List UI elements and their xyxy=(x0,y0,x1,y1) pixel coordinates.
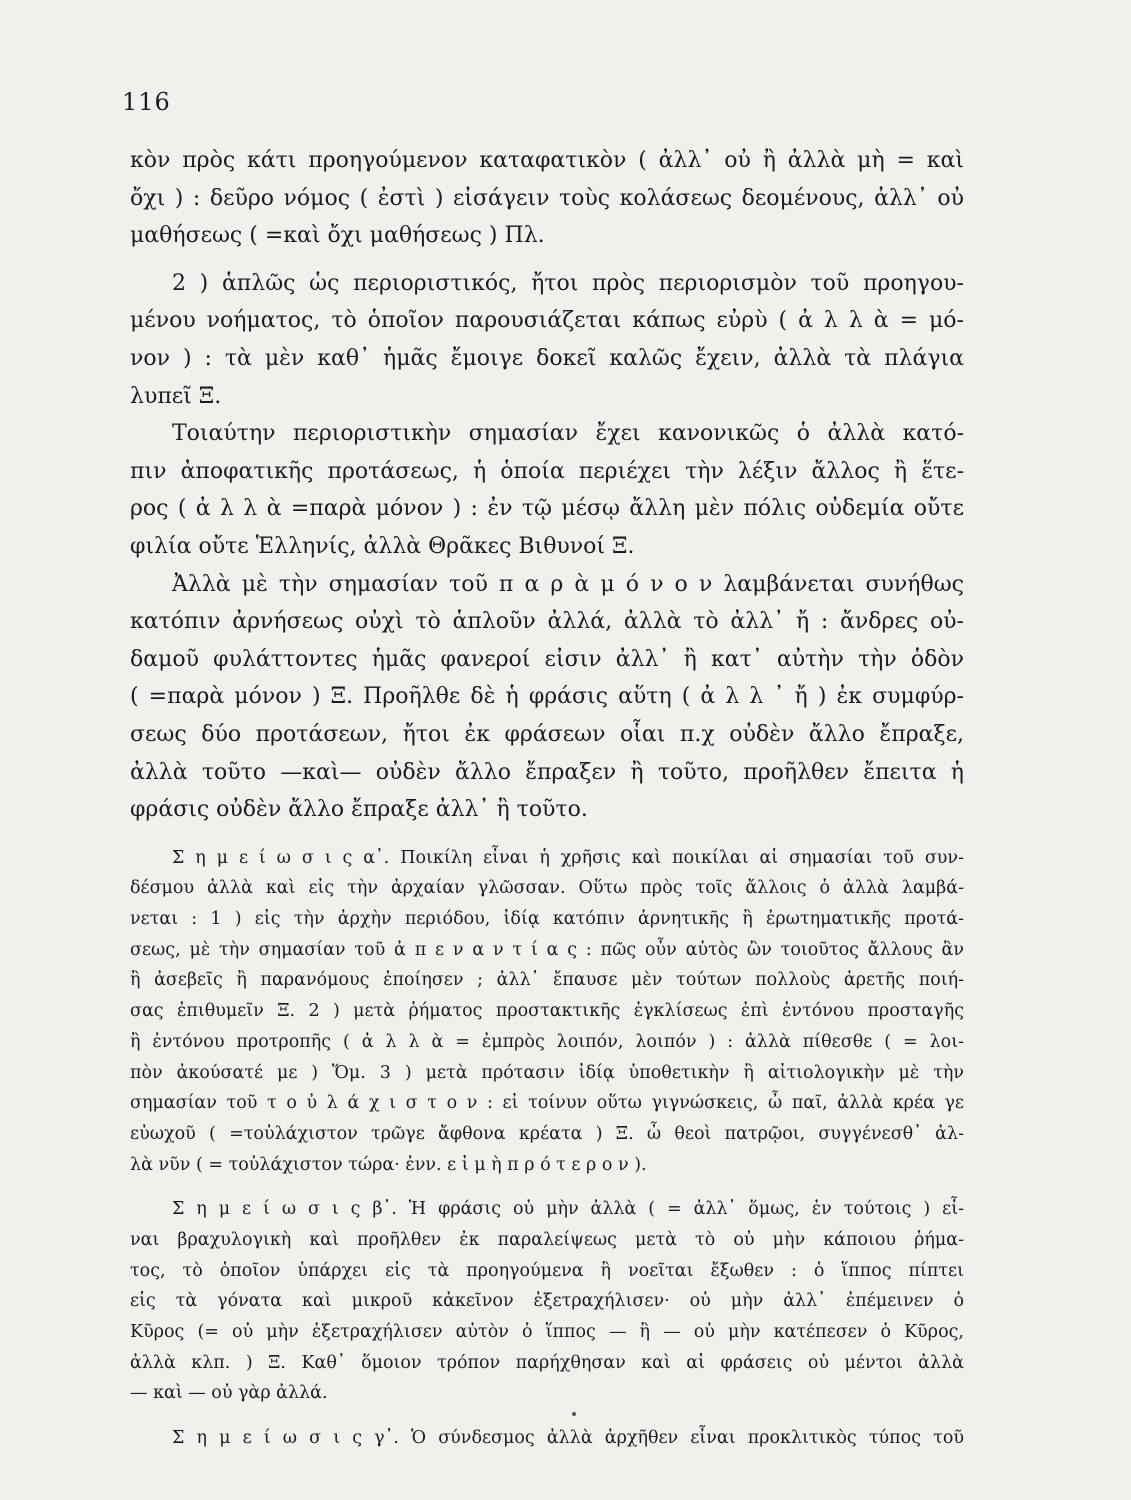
page-text xyxy=(130,142,964,1454)
text-line: Τοιαύτην περιοριστικὴν σημασίαν ἔχει κανονικῶς ὁ ἀλλὰ κατό- xyxy=(172,421,964,447)
page-number: 116 xyxy=(122,88,171,116)
text-line: κὸν πρὸς κάτι προηγούμενον καταφατικὸν ( ἀλλ᾽ οὐ ἢ ἀλλὰ μὴ = καὶ xyxy=(130,148,964,173)
note-line: ἢ ἀσεβεῖς ἢ παρανόμους ἐποίησεν ; ἀλλ᾽ ἔπαυσε μὲν τούτων πολλοὺς ἀρετῆς ποιή- xyxy=(130,970,964,991)
text-line: μαθήσεως ( =καὶ ὄχι μαθήσεως ) Πλ. xyxy=(130,223,545,249)
text-line: Ἀλλὰ μὲ τὴν σημασίαν τοῦ π α ρ ὰ μ ό ν ο ν λαμβάνεται συνήθως xyxy=(172,571,964,597)
note-line: εὐωχοῦ ( =τοὐλάχιστον τρῶγε ἄφθονα κρέατα ) Ξ. ὦ θεοὶ πατρῷοι, συγγένεσθ᾽ ἀλ- xyxy=(130,1123,964,1144)
note-a xyxy=(130,843,964,1181)
footer-mark xyxy=(572,1412,576,1416)
text-line: σεως δύο προτάσεων, ἤτοι ἐκ φράσεων οἷαι π.χ οὐδὲν ἄλλο ἔπραξε, xyxy=(130,721,964,747)
note-line: Κῦρος (= οὐ μὴν ἐξετραχήλισεν αὐτὸν ὁ ἵππος — ἢ — οὐ μὴν κατέπεσεν ὁ Κῦρος, xyxy=(130,1322,964,1342)
text-line: φράσις οὐδὲν ἄλλο ἔπραξε ἀλλ᾽ ἢ τοῦτο. xyxy=(130,797,588,823)
note-line: τος, τὸ ὁποῖον ὑπάρχει εἰς τὰ προηγούμενα ἢ νοεῖται ἔξωθεν : ὁ ἵππος πίπτει xyxy=(130,1260,964,1281)
text-line: φιλία οὔτε Ἑλληνίς, ἀλλὰ Θρᾶκες Βιθυνοί Ξ. xyxy=(130,533,635,559)
note-line: ἀλλὰ κλπ. ) Ξ. Καθ᾽ ὅμοιον τρόπον παρήχθησαν καὶ αἱ φράσεις οὐ μέντοι ἀλλὰ xyxy=(130,1352,964,1373)
text-line: ἀλλὰ τοῦτο —καὶ— οὐδὲν ἄλλο ἔπραξεν ἢ τοῦτο, προῆλθεν ἔπειτα ἡ xyxy=(130,759,964,785)
main-section xyxy=(130,142,964,829)
note-line: σεως, μὲ τὴν σημασίαν τοῦ ἀ π ε ν α ν τ ί α ς : πῶς οὖν αὐτὸς ὢν τοιοῦτος ἄλλους ἂν xyxy=(130,939,964,960)
text-line: μένου νοήματος, τὸ ὁποῖον παρουσιάζεται κάπως εὐρὺ ( ἀ λ λ ὰ = μό- xyxy=(130,308,964,334)
text-line: ( =παρὰ μόνον ) Ξ. Προῆλθε δὲ ἡ φράσις αὕτη ( ἀ λ λ ᾽ ἤ ) ἐκ συμφύρ- xyxy=(130,684,964,710)
note-line: — καὶ — οὐ γὰρ ἀλλά. xyxy=(130,1383,328,1404)
text-line: ρος ( ἀ λ λ ὰ =παρὰ μόνον ) : ἐν τῷ μέσῳ ἄλλη μὲν πόλις οὐδεμία οὔτε xyxy=(130,496,964,522)
note-line: ἢ ἐντόνου προτροπῆς ( ἀ λ λ ὰ = ἐμπρὸς λοιπόν, λοιπόν ) : ἀλλὰ πίθεσθε ( = λοι- xyxy=(130,1031,964,1052)
note-line: Σ η μ ε ί ω σ ι ς β᾽. Ἡ φράσις οὐ μὴν ἀλλὰ ( = ἀλλ᾽ ὅμως, ἐν τούτοις ) εἶ- xyxy=(172,1199,964,1220)
note-line: Σ η μ ε ί ω σ ι ς γ᾽. Ὁ σύνδεσμος ἀλλὰ ἀρχῆθεν εἶναι προκλιτικὸς τύπος τοῦ xyxy=(172,1428,964,1449)
note-line: σημασίαν τοῦ τ ο ὐ λ ά χ ι σ τ ο ν : εἰ τοίνυν οὕτω γιγνώσκεις, ὦ παῖ, ἀλλὰ κρέα γε xyxy=(130,1093,964,1114)
note-c xyxy=(130,1423,964,1454)
text-line: δαμοῦ φυλάττοντες ἡμᾶς φανεροί εἰσιν ἀλλ᾽ ἢ κατ᾽ αὐτὴν τὴν ὁδὸν xyxy=(130,646,964,672)
note-line: ναι βραχυλογικὴ καὶ προῆλθεν ἐκ παραλείψεως μετὰ τὸ οὐ μὴν κάποιου ῥήμα- xyxy=(130,1229,964,1250)
note-line: λὰ νῦν ( = τοὐλάχιστον τώρα· ἐνν. ε ἰ μ ὴ π ρ ό τ ε ρ ο ν ). xyxy=(130,1154,647,1175)
text-line: πιν ἀποφατικῆς προτάσεως, ἡ ὁποία περιέχει τὴν λέξιν ἄλλος ἢ ἕτε- xyxy=(130,458,964,484)
note-line: δέσμου ἀλλὰ καὶ εἰς τὴν ἀρχαίαν γλῶσσαν. Οὕτω πρὸς τοῖς ἄλλοις ὁ ἀλλὰ λαμβά- xyxy=(130,878,964,899)
note-line: πὸν ἀκούσατέ με ) Ὅμ. 3 ) μετὰ πρότασιν ἰδίᾳ ὑποθετικὴν ἢ αἰτιολογικὴν μὲ τὴν xyxy=(130,1062,964,1083)
text-line: 2 ) ἁπλῶς ὡς περιοριστικός, ἤτοι πρὸς περιορισμὸν τοῦ προηγου- xyxy=(172,270,964,296)
note-line: σας ἐπιθυμεῖν Ξ. 2 ) μετὰ ῥήματος προστακτικῆς ἐγκλίσεως ἐπὶ ἐντόνου προσταγῆς xyxy=(130,1001,964,1022)
text-line: κατόπιν ἀρνήσεως οὐχὶ τὸ ἁπλοῦν ἀλλά, ἀλλὰ τὸ ἀλλ᾽ ἤ : ἄνδρες οὐ- xyxy=(130,609,964,635)
text-line: λυπεῖ Ξ. xyxy=(130,383,222,409)
text-line: νον ) : τὰ μὲν καθ᾽ ἡμᾶς ἔμοιγε δοκεῖ καλῶς ἔχειν, ἀλλὰ τὰ πλάγια xyxy=(130,345,964,371)
note-line: Σ η μ ε ί ω σ ι ς α᾽. Ποικίλη εἶναι ἡ χρῆσις καὶ ποικίλαι αἱ σημασίαι τοῦ συν- xyxy=(172,847,964,868)
note-b xyxy=(130,1194,964,1409)
note-line: νεται : 1 ) εἰς τὴν ἀρχὴν περιόδου, ἰδίᾳ κατόπιν ἀρνητικῆς ἢ ἐρωτηματικῆς προτά- xyxy=(130,909,964,930)
note-line: εἰς τὰ γόνατα καὶ μικροῦ κἀκεῖνον ἐξετραχήλισεν· οὐ μὴν ἀλλ᾽ ἐπέμεινεν ὁ xyxy=(130,1291,964,1312)
text-line: ὄχι ) : δεῦρο νόμος ( ἐστὶ ) εἰσάγειν τοὺς κολάσεως δεομένους, ἀλλ᾽ οὐ xyxy=(130,185,964,211)
